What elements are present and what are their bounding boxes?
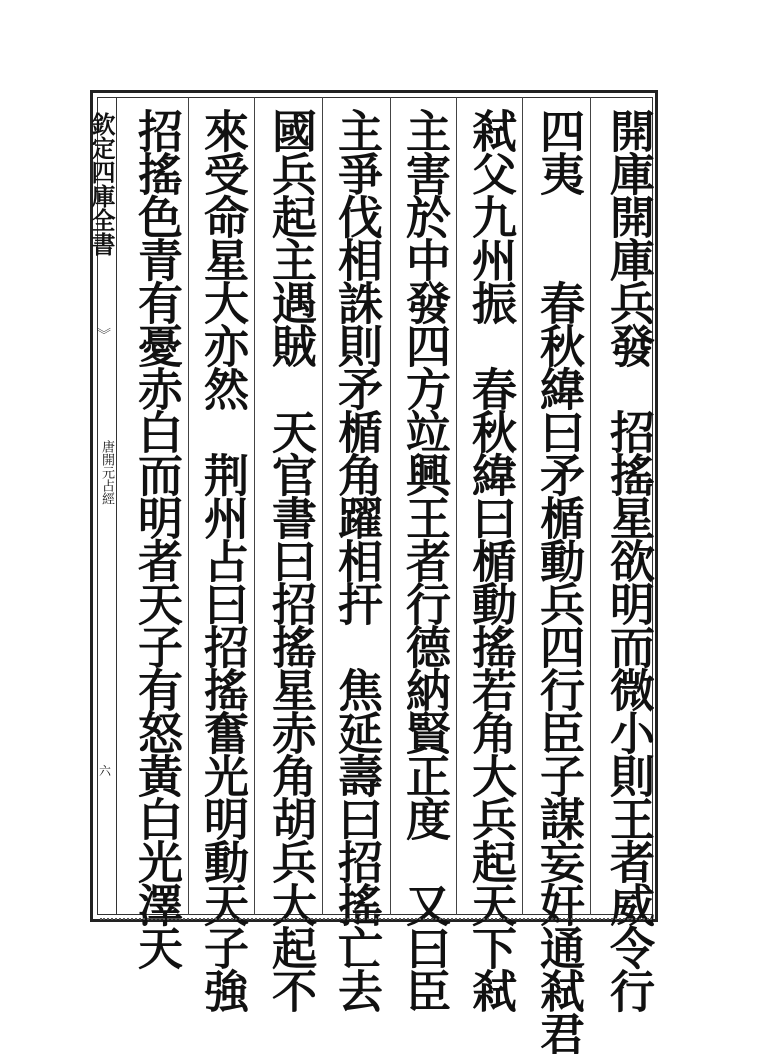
- column-divider: [254, 97, 255, 915]
- margin-section-title: 唐開元占經: [99, 440, 114, 505]
- text-column-4: 主害於中發四方竝興王者行德納賢正度 又曰臣: [398, 108, 451, 1011]
- margin-page-number: 六: [98, 764, 111, 778]
- margin-book-title: 欽定四庫全書: [87, 112, 116, 256]
- column-divider: [188, 97, 189, 915]
- text-column-2: 四夷 春秋緯曰矛楯動兵四行臣子謀妄奸通弒君: [532, 108, 585, 1054]
- text-column-3: 弒父九州振 春秋緯曰楯動搖若角大兵起天下弒: [464, 108, 517, 1011]
- margin-spine-line: [116, 97, 117, 915]
- column-divider: [322, 97, 323, 915]
- bottom-edge-marks: [100, 918, 652, 926]
- text-column-6: 國兵起主遇賊 天官書曰招搖星赤角胡兵大起不: [264, 108, 317, 1011]
- column-divider: [390, 97, 391, 915]
- text-column-1: 開庫開庫兵發 招搖星欲明而微小則王者威令行: [602, 108, 655, 1011]
- column-divider: [456, 97, 457, 915]
- column-divider: [522, 97, 523, 915]
- fish-tail-icon: ︾: [97, 328, 111, 344]
- column-divider: [590, 97, 591, 915]
- text-column-8: 招搖色青有憂赤白而明者天子有怒黃白光澤天: [130, 108, 183, 968]
- text-column-5: 主爭伐相誅則矛楯角躍相扞 焦延壽曰招搖亡去: [330, 108, 383, 1011]
- text-column-7: 來受命星大亦然 荆州占曰招搖奮光明動天子強: [196, 108, 249, 1011]
